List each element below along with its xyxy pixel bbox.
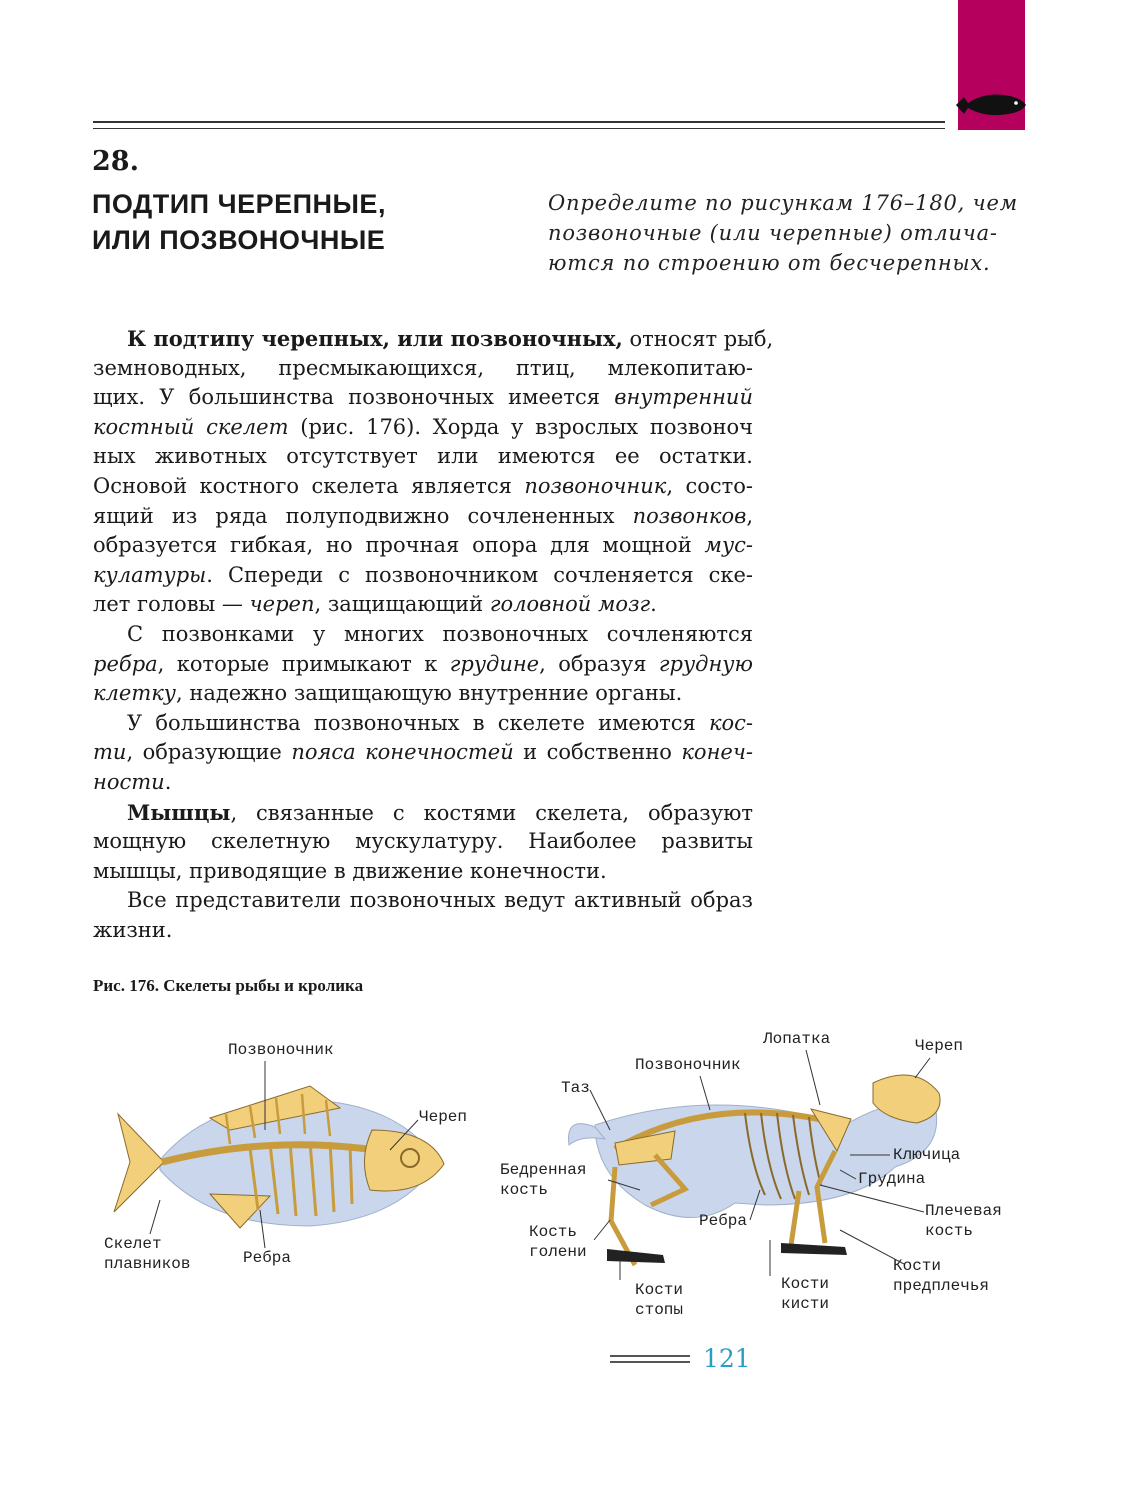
italic-term: ребра [93,651,158,676]
text-line [93,502,753,532]
text-run: . Спереди с позвоночником сочленяется ске- [206,562,753,587]
label-rabbit-shin: Кость голени [529,1223,587,1261]
text-line: С позвонками у многих позвоночных сочленяются [127,621,753,646]
body-text [93,324,774,945]
italic-term: пояса конечностей [291,740,514,765]
text-line: мощную скелетную мускулатуру. Наиболее развиты [93,829,753,854]
label-fish-fin-skeleton: Скелет плавников [104,1235,191,1273]
label-rabbit-clavicle: Ключица [893,1146,961,1164]
italic-term: мус- [704,533,753,558]
italic-term: грудине [449,651,540,676]
label-rabbit-humerus: Плечевая кость [925,1202,1002,1240]
fish-tail-fin [114,1114,164,1212]
italic-term: кос- [708,710,753,735]
text-run: . [164,769,172,794]
text-run: и собственно [513,740,682,765]
label-rabbit-sternum: Грудина [858,1170,926,1188]
section-title-line: ИЛИ ПОЗВОНОЧНЫЕ [92,225,386,255]
question-line: Определите по рисункам 176–180, чем [548,191,1018,215]
question-line: ются по строению от бесчерепных. [548,251,991,275]
italic-term: костный скелет [93,414,289,439]
label-rabbit-ribs: Ребра [699,1212,748,1230]
text-line: земноводных, пресмыкающихся, птиц, млекопитаю- [93,355,753,380]
label-fish-ribs: Ребра [243,1249,292,1267]
text-run: Основой костного скелета является [93,473,525,498]
italic-term: позвонков [632,503,747,528]
label-rabbit-pelvis: Таз [561,1079,590,1097]
text-line [93,413,753,443]
italic-term: клетку [93,681,176,706]
text-line [93,383,753,413]
text-run: . [650,592,657,617]
label-rabbit-foot: Кости стопы [635,1281,684,1319]
text-run: , защищающий [314,592,490,617]
italic-term: внутренний [614,385,753,410]
text-line [93,561,753,591]
text-run: образуется гибкая, но прочная опора для мощной [93,533,705,558]
italic-term: позвоночник [524,473,667,498]
question-line: позвоночные (или черепные) отлича- [548,221,998,245]
fish-skeleton-illustration [100,1070,460,1250]
page-number-rule [610,1355,690,1357]
label-fish-skull: Череп [419,1108,468,1126]
text-line [93,679,753,709]
italic-term: кулатуры [93,562,207,587]
text-line [93,709,753,739]
text-line [93,798,753,828]
text-run: щих. У большинства позвоночных имеется [93,385,615,410]
text-line [93,324,774,354]
label-rabbit-forearm: Кости предплечья [893,1257,990,1295]
header-rule-thin [93,128,945,129]
text-run: , состо- [666,473,753,498]
rabbit-feet [607,1243,847,1263]
text-line [93,738,753,768]
label-rabbit-hand: Кости кисти [781,1275,830,1313]
text-run: относят рыб, [622,327,774,351]
italic-term: грудную [658,651,753,676]
text-run: , которые примыкают к [157,651,450,676]
text-line [93,768,753,798]
italic-term: конеч- [681,740,753,765]
bold-term: К подтипу черепных, или позвоночных, [127,326,623,351]
text-line: мышцы, приводящие в движение конечности. [93,858,607,883]
text-run: , образуя [539,651,659,676]
text-run: ящий из ряда полуподвижно сочлененных [93,503,633,528]
fish-skull [364,1130,444,1191]
section-number: 28. [92,146,139,177]
text-run: , [746,503,753,528]
label-rabbit-femur: Бедренная кость [500,1161,587,1199]
text-run: , образующие [126,740,292,765]
text-run: У большинства позвоночных в скелете имеются [127,710,709,735]
text-line: Все представители позвоночных ведут активный образ [127,888,753,913]
text-run: , связанные с костями скелета, образуют [230,800,753,825]
bold-term: Мышцы [127,799,231,825]
text-line [93,590,753,620]
label-fish-spine: Позвоночник [228,1041,334,1059]
italic-term: ти [93,740,127,765]
italic-term: ности [93,769,165,794]
text-line [93,472,753,502]
figure-caption: Рис. 176. Скелеты рыбы и кролика [93,976,364,995]
page-number: 121 [703,1344,751,1373]
text-line: ных животных отсутствует или имеются ее остатки. [93,444,753,469]
text-run: , надежно защищающую внутренние органы. [175,681,683,706]
italic-term: головной мозг [489,592,651,617]
label-rabbit-skull: Череп [915,1037,964,1055]
italic-term: череп [249,592,315,617]
label-rabbit-spine: Позвоночник [635,1056,741,1074]
label-rabbit-scapula: Лопатка [763,1030,831,1048]
text-line: жизни. [93,917,173,942]
fish-icon [950,86,1028,124]
section-title [92,186,386,258]
text-line [93,531,753,561]
page-number-rule [610,1361,690,1363]
text-run: лет головы — [93,592,250,617]
text-run: (рис. 176). Хорда у взрослых позвоноч [288,414,753,439]
section-title-line: ПОДТИП ЧЕРЕПНЫЕ, [92,189,386,219]
review-question [548,188,1038,278]
header-rule [93,121,945,123]
text-line [93,650,753,680]
